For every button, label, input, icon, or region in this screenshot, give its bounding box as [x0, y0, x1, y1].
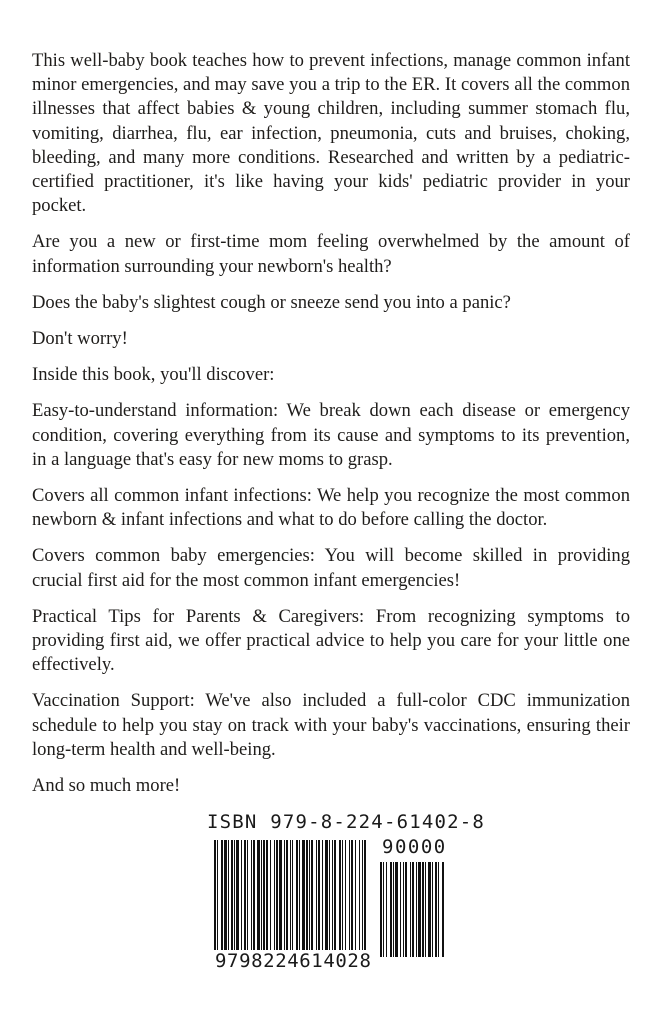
question-paragraph-1: Are you a new or first-time mom feeling overwhelmed by the amount of information surrounding your newborn's health? [32, 231, 630, 277]
feature-vaccination: Vaccination Support: We've also included a full-color CDC immunization schedule to help you stay on track with your baby's vaccinations, ensuring their long-term health and well-being. [32, 690, 630, 760]
isbn-label: ISBN 979-8-224-61402-8 [207, 811, 486, 833]
closing-line: And so much more! [32, 775, 181, 797]
feature-easy-info: Easy-to-understand information: We break down each disease or emergency condition, covering everything from its cause and symptoms to its prevention, in a language that's easy for new moms to grasp. [32, 400, 630, 470]
barcode-addon-icon [380, 862, 454, 957]
intro-paragraph: This well-baby book teaches how to prevent infections, manage common infant minor emergencies, and may save you a trip to the ER. It covers all the common illnesses that affect babies & young children, including summer stomach flu, vomiting, diarrhea, flu, ear infection, pneumonia, cuts and bruises, choking, bleeding, and many more conditions. Researched and written by a pediatric-certified practitioner, it's like having your kids' pediatric provider in your pocket. [32, 50, 630, 217]
barcode-addon-digits: 90000 [382, 836, 447, 858]
description-text [32, 49, 630, 810]
feature-practical-tips: Practical Tips for Parents & Caregivers: From recognizing symptoms to providing first aid, we offer practical advice to help you care for your little one effectively. [32, 605, 630, 676]
barcode-main-digits: 9798224614028 [215, 950, 372, 972]
feature-emergencies: Covers common baby emergencies: You will become skilled in providing crucial first aid for the most common infant emergencies! [32, 545, 630, 591]
reassurance-paragraph: Don't worry! [32, 328, 128, 350]
feature-infections: Covers all common infant infections: We help you recognize the most common newborn & infant infections and what to do before calling the doctor. [32, 485, 630, 531]
question-paragraph-2: Does the baby's slightest cough or sneeze send you into a panic? [32, 291, 511, 313]
discover-heading: Inside this book, you'll discover: [32, 364, 275, 386]
barcode-main-icon [214, 840, 367, 953]
